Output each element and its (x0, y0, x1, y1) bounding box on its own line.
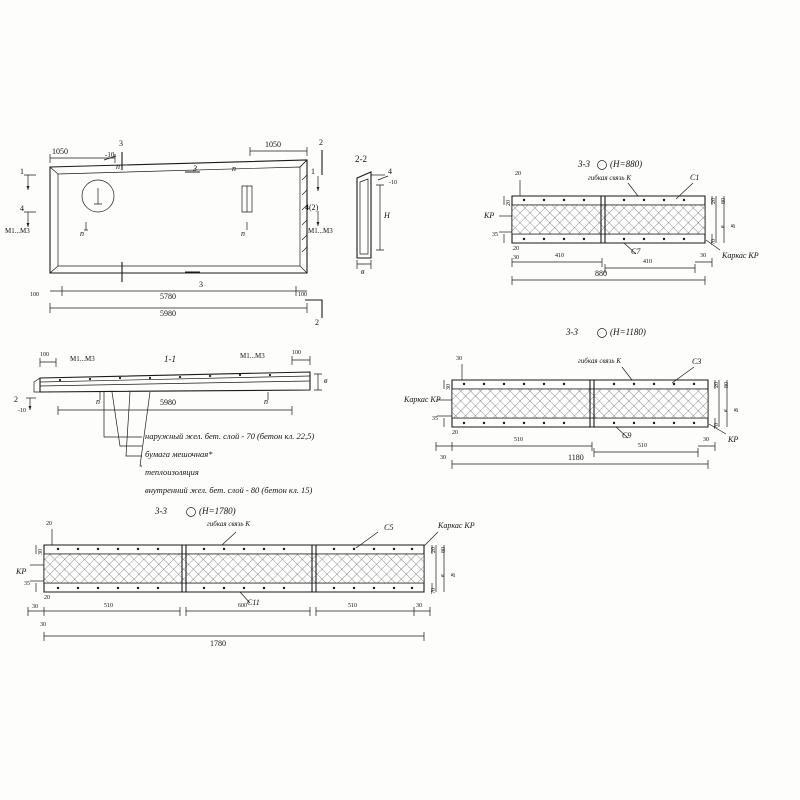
plan-mark-2-bottom: 2 (315, 318, 319, 327)
section-880-dim-total: 880 (595, 269, 607, 278)
section-1780-dim-left-30: 30 (38, 549, 44, 555)
legend-line-3: теплоизоляция (145, 467, 199, 477)
section-1780-dim-total: 1780 (210, 639, 226, 648)
section-1-1-dim-100-right: 100 (292, 350, 301, 356)
section-1180-dim-right-70: 70 (714, 423, 720, 429)
section-1-1-dim-b: в (324, 376, 328, 385)
legend-line-1: наружный жел. бет. слой - 70 (бетон кл. 22,5) (145, 431, 315, 441)
section-1180-dim-left-30c: 30 (440, 455, 446, 461)
section-2-2-dim-h: Н (384, 211, 390, 220)
section-1-1-m1m3-right: М1...М3 (240, 352, 265, 360)
section-1180-dim-right-30: 30 (703, 437, 709, 443)
section-1780-dim-left-20: 20 (46, 521, 52, 527)
section-2-2-title: 2-2 (355, 154, 367, 164)
plan-mark-1-right: 1 (311, 167, 315, 176)
plan-dim-main: 5780 (160, 292, 176, 301)
section-1780-dim-right-b: в (440, 574, 446, 577)
section-1-1-p-right: п (264, 397, 268, 406)
section-880-geometry (499, 180, 724, 285)
plan-mark-3-top: 3 (119, 139, 123, 148)
plan-mark-2-top: 2 (319, 138, 323, 147)
section-1180-dim-top-30: 30 (456, 356, 462, 362)
section-1-1-p-left: п (96, 397, 100, 406)
plan-mark-4-right: 4(2) (305, 203, 319, 212)
section-1-1-m1m3-left: М1...М3 (70, 355, 95, 363)
section-880-dim-left-35: 35 (492, 232, 498, 238)
legend-line-4: внутренний жел. бет. слой - 80 (бетон кл. 15) (145, 485, 313, 495)
plan-label-p-right: п (232, 164, 236, 173)
plan-mark-3-mid: 3 (193, 164, 197, 173)
section-880-dim-left-30: 30 (513, 255, 519, 261)
plan-dim-top-right: 1050 (265, 140, 281, 149)
section-1180-dim-left-35: 35 (432, 416, 438, 422)
section-880-dim-left-20b: 20 (513, 246, 519, 252)
section-1780-dim-right-70: 70 (431, 588, 437, 594)
section-1780-dim-right-80: 80 (441, 547, 447, 553)
plan-p-mid-right: п (241, 229, 245, 238)
section-1180-height-note: (Н=1180) (610, 327, 646, 337)
plan-p-mid-left: п (80, 229, 84, 238)
section-880-mesh-bottom-left: С7 (631, 247, 641, 256)
section-880-dim-410-left: 410 (555, 253, 564, 259)
section-880-dim-offset: 30 (700, 253, 706, 259)
section-1780-frame-right: Каркас КР (438, 521, 475, 530)
section-1780-dim-right-20: 20 (431, 547, 437, 553)
section-880-dim-410-right: 410 (643, 259, 652, 265)
section-880-dim-right-b: в (720, 225, 726, 228)
section-1780-dim-510-left: 510 (104, 603, 113, 609)
plan-mark-3-bottom: 3 (199, 280, 203, 289)
section-880-dim-right-80: 80 (721, 198, 727, 204)
section-1-1-note-slope: -10 (18, 408, 26, 414)
plan-mark-1-left: 1 (20, 167, 24, 176)
section-1180-dim-left-30a: 30 (446, 384, 452, 390)
plan-mark-m1m3-left: М1...М3 (5, 227, 30, 235)
plan-mark-m1m3-right: М1...М3 (308, 227, 333, 235)
section-1780-title: 3-3 (155, 506, 167, 516)
section-880-dim-right-70: 70 (711, 239, 717, 245)
section-880-frame-right: Каркас КР (722, 251, 759, 260)
plan-dim-top-left: 1050 (52, 147, 68, 156)
section-1780-frame-left: КР (16, 567, 27, 576)
section-880-dim-left-top: 20 (515, 171, 521, 177)
section-1180-dim-right-20: 20 (714, 382, 720, 388)
plan-mark-4-left: 4 (20, 204, 24, 213)
section-1780-dim-right-30: 30 (416, 603, 422, 609)
section-1180-mesh-bottom: С9 (622, 431, 632, 440)
section-2-2-mark-4: 4 (388, 167, 392, 176)
section-1180-dim-left-20: 20 (452, 430, 458, 436)
section-1180-flex-tie-label: гибкая связь К (578, 357, 621, 365)
section-1780-dim-510-right: 510 (348, 603, 357, 609)
section-880-mesh-top: С1 (690, 173, 700, 182)
plan-note-slope: -10 (105, 151, 115, 159)
section-1-1-dim-100-left: 100 (40, 352, 49, 358)
section-1780-dim-right-B: В (451, 573, 457, 577)
section-880-flex-tie-label: гибкая связь К (588, 174, 631, 182)
section-2-2-geometry (357, 172, 388, 269)
section-1180-dim-510-left: 510 (514, 437, 523, 443)
plan-dim-total: 5980 (160, 309, 176, 318)
section-2-2-dim-b: в (361, 267, 365, 276)
section-1780-flex-tie-label: гибкая связь К (207, 520, 250, 528)
section-2-2-note-slope: -10 (389, 180, 397, 186)
section-1180-dim-right-80: 80 (724, 382, 730, 388)
section-1780-dim-left-30b: 30 (32, 604, 38, 610)
section-1780-height-note: (Н=1780) (199, 506, 236, 516)
section-1180-title: 3-3 (566, 327, 578, 337)
section-1-1-title: 1-1 (164, 354, 176, 364)
section-1180-dim-right-B: В (734, 408, 740, 412)
plan-dim-edge-right: 100 (298, 292, 307, 298)
section-880-frame-left: КР (484, 211, 495, 220)
section-880-dim-right-B: В (731, 224, 737, 228)
section-1180-frame-left: Каркас КР (404, 395, 441, 404)
legend-line-2: бумага мешочная* (145, 449, 213, 459)
section-880-dim-left-20: 20 (506, 200, 512, 206)
section-1180-frame-right: КР (728, 435, 739, 444)
section-1-1-dim-main: 5980 (160, 398, 176, 407)
section-1780-dim-left-30c: 30 (40, 622, 46, 628)
section-1180-dim-right-b: в (723, 409, 729, 412)
section-1780-dim-left-20b: 20 (44, 595, 50, 601)
section-1180-dim-total: 1180 (568, 453, 584, 462)
plan-label-p-left: п (116, 162, 120, 171)
plan-dim-edge-left: 100 (30, 292, 39, 298)
section-1780-dim-600: 600 (238, 603, 247, 609)
section-1780-dim-left-35: 35 (24, 581, 30, 587)
section-880-title: 3-3 (578, 159, 590, 169)
section-1180-dim-510-right: 510 (638, 443, 647, 449)
section-1780-mesh-bottom: С11 (247, 598, 260, 607)
section-1780-geometry (28, 529, 444, 641)
section-1180-mesh-top: С3 (692, 357, 702, 366)
section-1780-mesh-top: С5 (384, 523, 394, 532)
section-880-height-note: (Н=880) (610, 159, 643, 169)
section-1-1-mark-2: 2 (14, 395, 18, 404)
section-880-dim-right-20: 20 (711, 198, 717, 204)
